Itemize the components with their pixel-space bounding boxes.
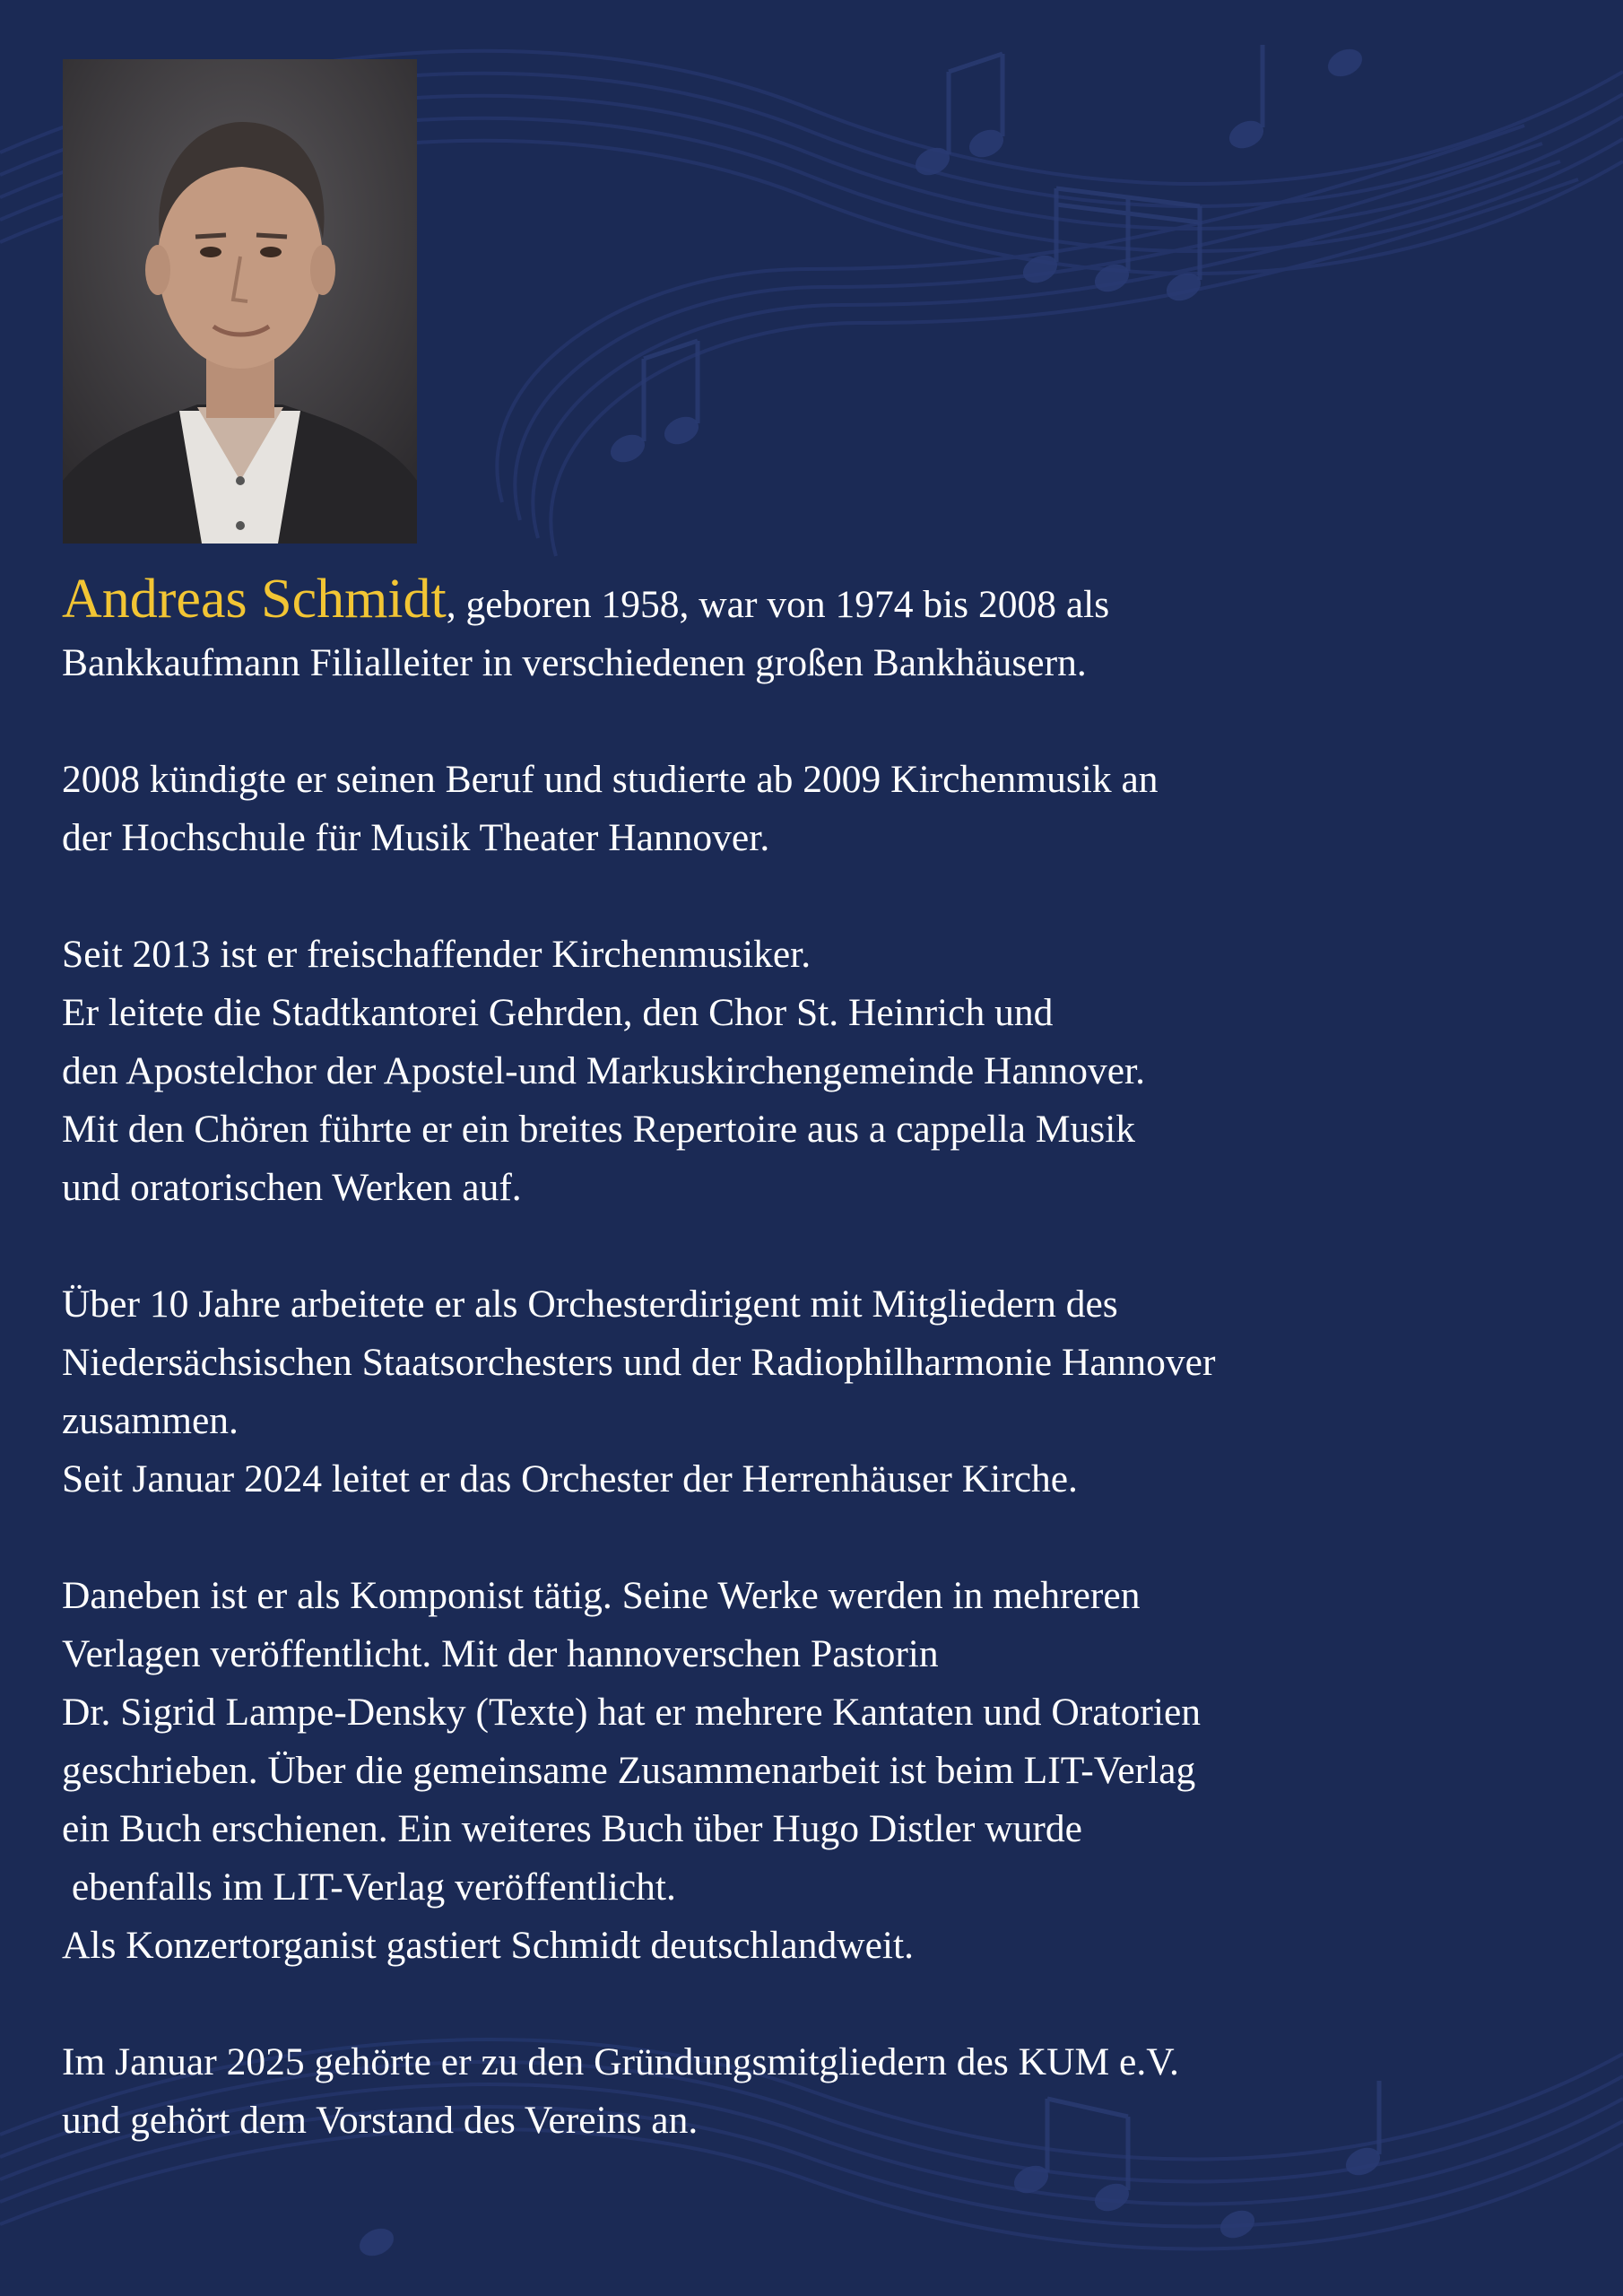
bio-line: Verlagen veröffentlicht. Mit der hannoverschen Pastorin (62, 1632, 939, 1675)
bio-paragraph (62, 1275, 1604, 1509)
person-name: Andreas Schmidt (62, 569, 447, 630)
bio-line: Daneben ist er als Komponist tätig. Seine Werke werden in mehreren (62, 1574, 1141, 1617)
bio-line: ein Buch erschienen. Ein weiteres Buch über Hugo Distler wurde (62, 1807, 1082, 1850)
bio-line: Über 10 Jahre arbeitete er als Orchesterdirigent mit Mitgliedern des (62, 1283, 1118, 1326)
bio-line: Niedersächsischen Staatsorchesters und der Radiophilharmonie Hannover (62, 1341, 1216, 1384)
bio-line (62, 570, 1604, 634)
bio-line: zusammen. (62, 1399, 239, 1442)
bio-line: den Apostelchor der Apostel-und Markuskirchengemeinde Hannover. (62, 1049, 1146, 1092)
biography-text (62, 570, 1604, 2150)
bio-paragraph (62, 2033, 1604, 2150)
bio-line: Mit den Chören führte er ein breites Repertoire aus a cappella Musik (62, 1108, 1136, 1151)
bio-line: und oratorischen Werken auf. (62, 1166, 522, 1209)
bio-line: 2008 kündigte er seinen Beruf und studierte ab 2009 Kirchenmusik an (62, 758, 1159, 801)
bio-line: Er leitete die Stadtkantorei Gehrden, den Chor St. Heinrich und (62, 991, 1054, 1034)
portrait-photo (63, 59, 417, 544)
bio-line: der Hochschule für Musik Theater Hannover. (62, 816, 770, 859)
bio-line: Im Januar 2025 gehörte er zu den Gründungsmitgliedern des KUM e.V. (62, 2040, 1179, 2083)
bio-line: Seit Januar 2024 leitet er das Orchester der Herrenhäuser Kirche. (62, 1457, 1078, 1500)
bio-line: Seit 2013 ist er freischaffender Kirchenmusiker. (62, 933, 812, 976)
bio-line: ebenfalls im LIT-Verlag veröffentlicht. (62, 1866, 676, 1909)
bio-paragraph (62, 1567, 1604, 1975)
bio-line: geschrieben. Über die gemeinsame Zusammenarbeit ist beim LIT-Verlag (62, 1749, 1196, 1792)
bio-paragraph (62, 926, 1604, 1217)
bio-line: und gehört dem Vorstand des Vereins an. (62, 2099, 699, 2142)
bio-paragraph (62, 570, 1604, 692)
bio-paragraph (62, 751, 1604, 867)
bio-line: Dr. Sigrid Lampe-Densky (Texte) hat er mehrere Kantaten und Oratorien (62, 1691, 1202, 1734)
bio-line: Bankkaufmann Filialleiter in verschiedenen großen Bankhäusern. (62, 641, 1087, 684)
bio-line-text: , geboren 1958, war von 1974 bis 2008 als (446, 583, 1110, 626)
bio-line: Als Konzertorganist gastiert Schmidt deutschlandweit. (62, 1924, 914, 1967)
